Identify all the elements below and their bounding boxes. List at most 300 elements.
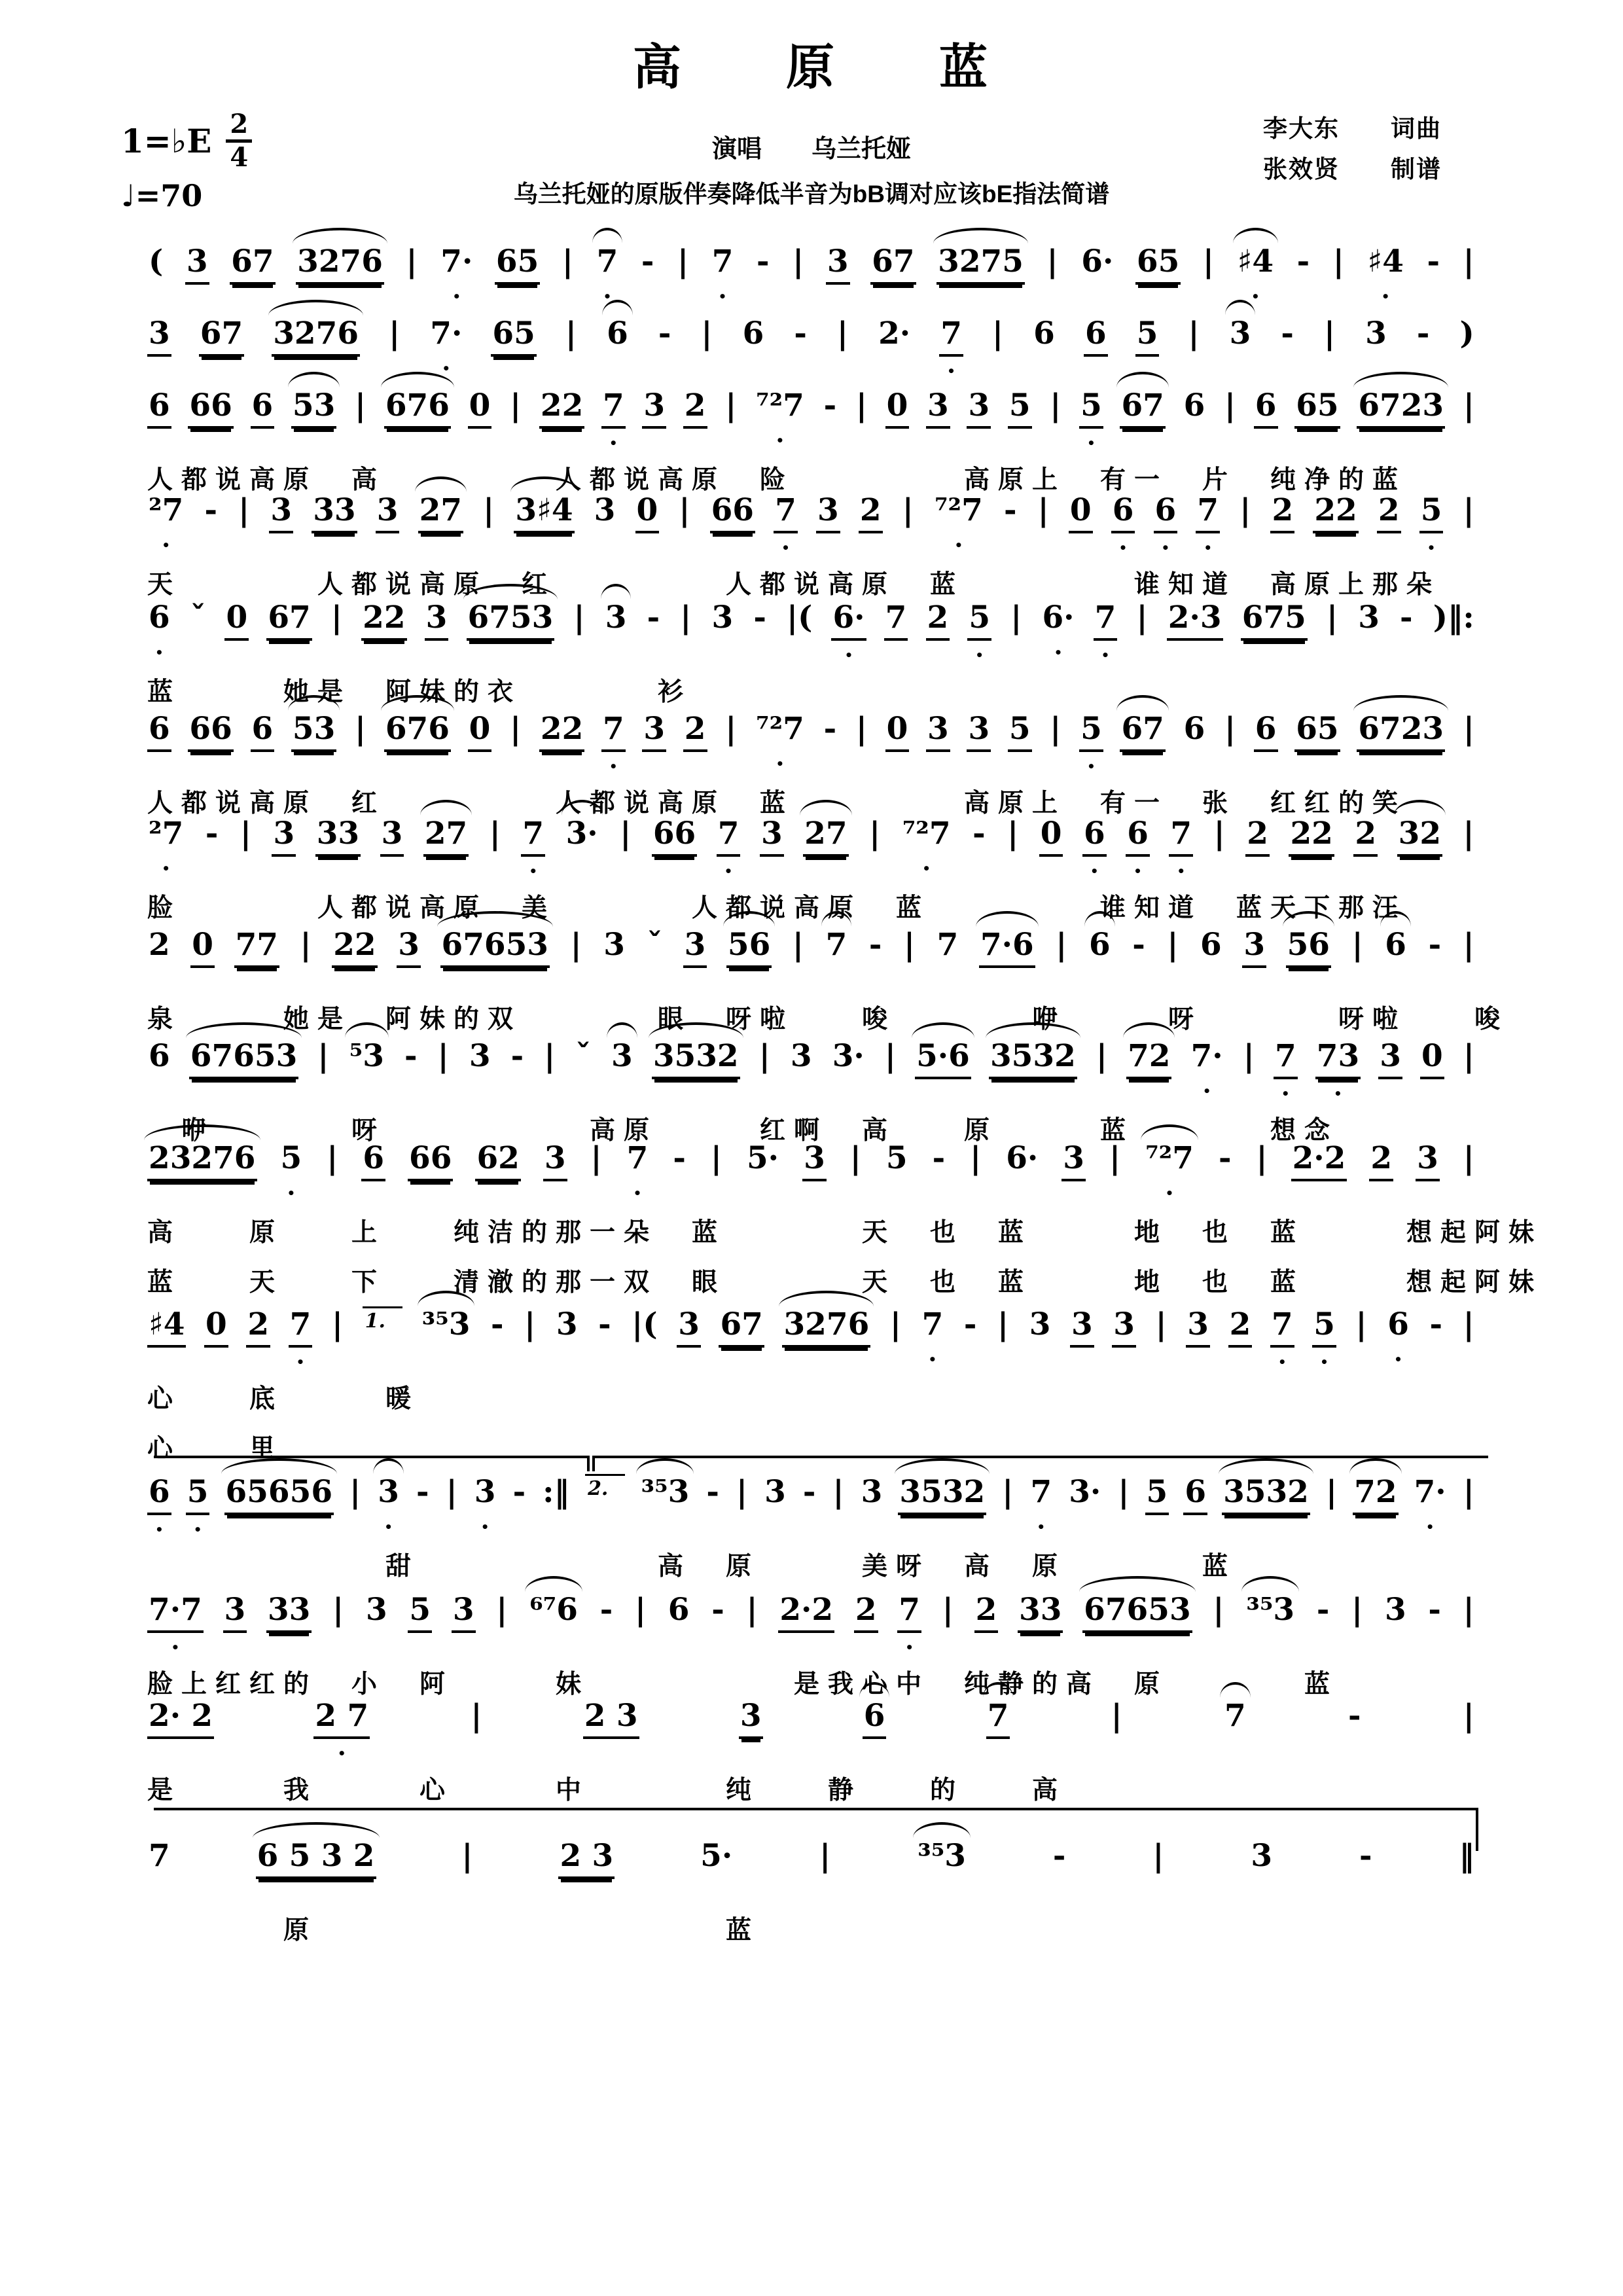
note-token: 67653 [1082,1592,1192,1633]
barline: | [496,1592,508,1628]
note-token: 22 [1289,816,1334,857]
barline: | [327,1140,338,1176]
lyrics-line: 蓝 天 下 清澈的那一双 眼 天 也 蓝 地 也 蓝 想起阿妹 [147,1268,1543,1297]
note-token: 3276 [272,315,360,357]
barline: | [1202,243,1215,279]
barline: | [483,492,495,528]
note-token: 7 • [1274,1038,1298,1079]
note-token: 5 [1145,1474,1169,1515]
note-token: 53 [291,387,336,429]
note-token: 7 • [1029,1474,1053,1510]
subtitle-note: 乌兰托娅的原版伴奏降低半音为bB调对应该bE指法简谱 [513,181,1110,207]
lyrics-line: 高 原 上 纯洁的那一朵 蓝 天 也 蓝 地 也 蓝 想起阿妹 [147,1219,1543,1247]
note-token: 2 [1245,816,1270,857]
note-token: 5 [885,1140,908,1176]
note-token: 3· [565,816,598,852]
note-token: 6 • [1386,1306,1410,1342]
note-token: - [416,1474,429,1510]
note-token: 5 • [1079,387,1103,429]
barline: | [1155,1306,1167,1342]
barline: | [1323,315,1336,351]
note-token: 72 [1353,1474,1398,1515]
note-token: 7 • [596,243,620,279]
barline: | [544,1038,556,1074]
note-token: 3 [223,1592,247,1633]
note-token: 22 [361,600,406,641]
notation-line [147,711,1476,774]
note-token: 2 [149,927,170,963]
note-token: 3 [790,1038,812,1074]
note-token: - [972,816,986,852]
lyrics-line: 原 蓝 [147,1916,760,1945]
note-token: ⁷²7 • [755,387,806,423]
barline: | [1463,387,1474,423]
note-token: 62 [475,1140,520,1181]
barline: | [1111,1698,1122,1734]
note-token: 6 [147,387,171,429]
note-token: 6753 [467,600,555,641]
note-token: 65 [491,315,536,357]
note-token: 7 • [897,1592,921,1633]
note-token: - [1427,243,1440,279]
note-token: 3 [1378,1038,1402,1079]
note-token: - [823,387,837,423]
barline: | [1224,711,1236,747]
note-token: - [794,315,807,351]
barline: | [970,1140,982,1176]
note-token: 7 [1224,1698,1246,1734]
music-system [147,1038,1476,1151]
volta-label: 2. [585,1474,625,1500]
note-token: ³⁵3 [641,1474,690,1510]
note-token: 3 [605,600,627,636]
barline: | [1463,711,1474,747]
note-token: 3 [397,927,421,968]
note-token: 0 [1069,492,1093,533]
lyrics-line: 是 我 心 中 纯 静 的 高 [147,1776,1067,1804]
note-token: - [1218,1140,1232,1176]
note-token: 3 [469,1038,491,1074]
music-system [147,927,1509,1039]
note-token: - [802,1474,816,1510]
note-token: 6 [1200,927,1222,963]
note-token: 3 [967,711,991,752]
note-token: 72 [1126,1038,1171,1079]
note-token: - [1428,1592,1441,1628]
note-token: 3 [376,492,400,533]
note-token: 3· [832,1038,865,1074]
barline: | [355,711,366,747]
note-token: 2 [1270,492,1294,533]
note-token: 6 • [1126,816,1150,857]
note-token: 7 • [717,816,741,857]
note-token: 65656 [224,1474,334,1515]
notation-line [147,492,1476,555]
key-label: 1=♭E [121,122,212,160]
note-token: )‖: [1433,600,1474,636]
barline: | [349,1474,361,1510]
barline: | [710,1140,722,1176]
note-token: |( [632,1306,658,1342]
note-token: 6 • [1082,816,1107,857]
note-token: 7 • [1270,1306,1294,1348]
notation-line [147,1306,1476,1369]
note-token: 3 [642,387,666,429]
barline: ‖ [1459,1838,1474,1874]
barline: | [1037,492,1049,528]
barline: | [942,1592,954,1628]
barline: | [792,927,804,963]
barline: | [1050,711,1061,747]
note-token: ²7 • [147,492,185,528]
note-token: 6 5 3 2 [256,1838,376,1879]
note-token: - [599,1592,613,1628]
barline: | [406,243,418,279]
note-token: - [1347,1698,1361,1734]
note-token: 5 [1008,387,1032,429]
note-token: - [1416,315,1430,351]
note-token: 6· [1006,1140,1039,1176]
note-token: 6723 [1357,387,1445,429]
note-token: 22 [1313,492,1358,533]
note-token: ⁷²7 • [1144,1140,1195,1176]
note-token: 3 [147,315,171,357]
barline: | [1355,1306,1367,1342]
note-token: 5·6 [915,1038,971,1079]
notation-line [147,1474,1476,1537]
note-token: 2 7 • [313,1698,370,1739]
note-token: 3 [1384,1592,1406,1628]
barline: | [1152,1838,1164,1874]
note-token: - [932,1140,946,1176]
note-token: 5 [408,1592,432,1633]
note-token: - [757,243,770,279]
note-token: ⁷²7 • [933,492,984,528]
note-token: 6 [1033,315,1055,351]
note-token: 2·2 [1291,1140,1347,1181]
barline: | [793,243,804,279]
note-token: - [404,1038,418,1074]
note-token: 0 [468,711,492,752]
notation-line [147,600,1476,662]
note-token: - [204,492,217,528]
note-token: 65 [1294,711,1340,752]
barline: | [620,816,632,852]
note-token: 6· [1081,243,1114,279]
note-token: 3 [1112,1306,1136,1348]
note-token: 6 • [1154,492,1178,533]
note-token: 3 [967,387,991,429]
music-system [147,1592,1476,1704]
note-token: 2·2 [778,1592,834,1633]
notation-line [147,816,1476,878]
note-token: 2 [1377,492,1401,533]
note-token: 3 [556,1306,578,1342]
note-token: 3 [269,492,293,533]
barline: | [758,1038,770,1074]
note-token: 67 [230,243,275,285]
note-token: 2 [859,492,883,533]
note-token: 6 [1254,711,1278,752]
note-token: 65 [1294,387,1340,429]
note-token: ⁷²7 • [901,816,952,852]
note-token: 5 [1008,711,1032,752]
note-token: 0 [224,600,249,641]
barline: | [1463,1140,1474,1176]
note-token: ³⁵3 [1246,1592,1295,1628]
note-token: 22 [539,387,584,429]
lyrics-line: 心 底 暖 [147,1385,420,1413]
barline: | [725,711,737,747]
note-token: 3 [826,243,850,285]
barline: | [1050,387,1061,423]
note-token: 7 • [601,711,626,752]
note-token: - [1003,492,1017,528]
note-token: 6 [863,1698,887,1739]
volta2-bracket-line [592,1456,1488,1471]
singer-line: 演唱 乌兰托娅 [711,135,911,163]
note-token: 6 [742,315,764,351]
barline: | [240,816,251,852]
note-token: - [1132,927,1145,963]
note-token: 66 [710,492,755,533]
note-token: 3276 [296,243,384,285]
note-token: 2 [854,1592,878,1633]
note-token: 7 • [1196,492,1220,533]
note-token: 27 [803,816,848,857]
note-token: 3276 [782,1306,870,1348]
barline: | [1351,927,1363,963]
note-token: 22 [539,711,584,752]
note-token: 6 [149,1038,170,1074]
note-token: 7·6 [979,927,1035,968]
note-token: 6 [1084,315,1108,357]
note-token: ⁵3 [349,1038,384,1074]
note-token: 3 [1061,1140,1086,1181]
barline: | [1010,600,1022,636]
barline: | [300,927,312,963]
barline: | [889,1306,901,1342]
barline: | [1256,1140,1268,1176]
note-token: 6 [1088,927,1111,963]
barline: | [510,387,522,423]
note-token: 5 • [279,1140,304,1176]
note-token: 2 [926,600,950,641]
note-token: 0 [1039,816,1063,857]
barline: | [701,315,713,351]
barline: | [680,600,692,636]
note-token: 66 [652,816,697,857]
notation-line [147,1592,1476,1655]
note-token: 67 [870,243,916,285]
note-token: 3 [739,1698,763,1739]
barline: | [389,315,401,351]
note-token: 3532 [652,1038,740,1079]
note-token: - [658,315,671,351]
note-token: 3 [764,1474,786,1510]
barline: | [238,492,250,528]
note-token: 5 • [1312,1306,1336,1348]
note-token: - [491,1306,504,1342]
barline: | [1463,1698,1474,1734]
barline: | [437,1038,449,1074]
music-system [147,387,1476,500]
note-token: 3 [926,711,950,752]
note-token: 3 [1251,1838,1273,1874]
note-token: 6 [668,1592,690,1628]
note-token: ³⁵3 [918,1838,966,1874]
lyrics-line: 甜 高 原 美呀 高 原 蓝 [147,1552,1237,1581]
music-system [147,1838,1476,1950]
note-token: 67653 [189,1038,299,1079]
barline: | [1224,387,1236,423]
note-token: 7 • [601,387,626,429]
barline: | [1325,1474,1338,1510]
song-title: 高 原 蓝 [633,40,990,94]
note-token: 7 • [626,1140,650,1176]
note-token: 3 [711,600,734,636]
note-token: 5 • [967,600,991,641]
note-token: ˇ [647,927,663,963]
barline: | [1002,1474,1014,1510]
note-token: 6 • [147,1474,171,1515]
note-token: 7·7 • [147,1592,204,1633]
barline: | [1463,1038,1474,1074]
note-token: 67 [199,315,244,357]
note-token: 3 [1416,1140,1440,1181]
arranger-credit: 张效贤 制谱 [1263,156,1442,183]
note-token: 6 • [1111,492,1135,533]
lyrics-line: 脸 人都说高原 美 人都说高原 蓝 谁知道 蓝天下那汪 [147,894,1407,922]
note-token: 6 [607,315,628,351]
note-token: 32 [1397,816,1442,857]
barline: | [1463,492,1474,528]
note-token: 6 [1385,927,1406,963]
note-token: - [1428,927,1442,963]
note-token: 67653 [440,927,550,968]
barline: | [634,1592,647,1628]
lyricist-credit: 李大东 词曲 [1263,115,1442,142]
barline: | [1326,600,1338,636]
note-token: 3 • [473,1474,497,1510]
note-token: 53 [291,711,336,752]
time-numerator: 2 [226,111,252,143]
barline: :‖ [543,1474,569,1510]
note-token: 77 [234,927,279,968]
note-token: 6 [251,711,275,752]
note-token: 2· [878,315,911,351]
note-token: 5 • [1079,711,1103,752]
note-token: 7· • [1190,1038,1224,1074]
barline: | [855,711,867,747]
note-token: ♯4 • [1366,243,1404,279]
note-token: 66 [188,711,233,752]
note-token: 0 [468,387,492,429]
barline: | [1188,315,1200,351]
note-token: ²7 • [147,816,185,852]
note-token: 3· [1069,1474,1101,1510]
note-token: ³⁵3 [421,1306,471,1342]
music-system [147,492,1476,605]
note-token: 3 [1070,1306,1094,1348]
note-token: 3532 [989,1038,1077,1079]
note-token: 27 [418,492,463,533]
volta-label: 1. [363,1306,402,1333]
barline: | [1463,1306,1474,1342]
note-token: ) [1459,315,1474,351]
note-token: 2 [974,1592,999,1633]
note-token: 3 [683,927,707,968]
note-token: - [823,711,837,747]
barline: | [1243,1038,1255,1074]
notation-line [147,387,1476,450]
note-token: - [1429,1306,1442,1342]
barline: | [1046,243,1058,279]
note-token: 3 [452,1592,476,1633]
music-system [147,600,1476,712]
note-token: - [963,1306,977,1342]
note-token: - [1316,1592,1330,1628]
note-token: 67 [266,600,312,641]
notation-line [147,1698,1476,1761]
barline: | [446,1474,457,1510]
note-token: 0 [885,711,910,752]
note-token: 0 [1420,1038,1444,1079]
note-token: 7 • [711,243,735,279]
note-token: 6723 [1357,711,1445,752]
barline: | [836,315,849,351]
note-token: 3532 [1222,1474,1310,1515]
note-token: 56 [726,927,772,968]
note-token: - [753,600,766,636]
note-token: 66 [408,1140,453,1181]
note-token: 3 • [376,1474,401,1510]
note-token: 0 [190,927,215,968]
note-token: 3 [272,816,296,857]
note-token: 3 [816,492,840,533]
note-token: 23276 [147,1140,257,1181]
note-token: 3275 [936,243,1025,285]
barline: | [1109,1140,1121,1176]
note-token: 3 [611,1038,633,1074]
barline: | [317,1038,329,1074]
notation-line [147,315,1476,378]
note-token: 2 3 [583,1698,639,1739]
note-token: 6· • [1041,600,1075,636]
note-token: ˇ [575,1038,591,1074]
note-token: ˇ [190,600,206,636]
notation-line [147,927,1476,990]
note-token: 6 [361,1140,385,1181]
note-token: - [510,1038,524,1074]
note-token: 67 [1120,711,1165,752]
lyrics-line: 心 里 [147,1435,284,1463]
note-token: 0 [204,1306,228,1348]
notation-line [147,1038,1476,1101]
barline: | [330,600,342,636]
barline: | [1213,1592,1224,1628]
volta1-extension-line [154,1456,590,1471]
barline: | [510,711,522,747]
note-token: 5· [700,1838,733,1874]
lyrics-line: 天 人都说高原 红 人都说高原 蓝 谁知道 高原上那朵 [147,571,1441,599]
note-token: 3 [594,492,616,528]
note-token: 3 [1186,1306,1210,1348]
note-token: 7· • [439,243,474,279]
note-token: 0 [885,387,910,429]
note-token: 2· 2 [147,1698,214,1739]
note-token: 676 [384,711,451,752]
